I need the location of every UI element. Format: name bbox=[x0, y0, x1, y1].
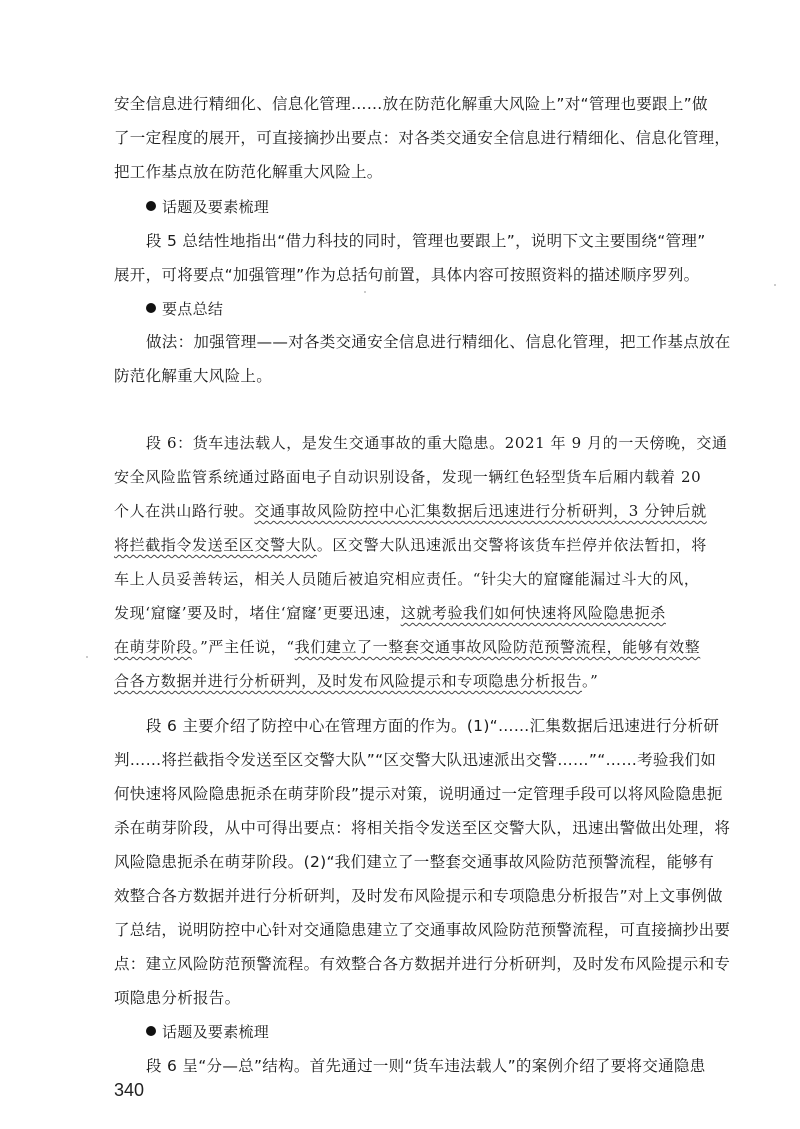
paragraph-line: 把工作基点放在防范化解重大风险上。 bbox=[114, 163, 383, 181]
source-line: 段 6：货车违法载人，是发生交通事故的重大隐患。2021 年 9 月的一天傍晚，交通 bbox=[146, 434, 728, 452]
paragraph-line: 判……将拦截指令发送至区交警大队”“区交警大队迅速派出交警……”“……考验我们如 bbox=[114, 751, 717, 769]
heading-text: 要点总结 bbox=[162, 300, 224, 318]
source-line bbox=[114, 500, 714, 522]
source-text: 个人在洪山路行驶。 bbox=[114, 502, 255, 520]
underlined-text: 交通事故风险防控中心汇集数据后迅速进行分析研判，3 分钟后就 bbox=[254, 502, 707, 520]
heading-text: 话题及要素梳理 bbox=[162, 1023, 270, 1041]
scan-speck bbox=[86, 656, 88, 658]
source-line bbox=[114, 534, 714, 556]
paragraph-line: 段 6 呈“分—总”结构。首先通过一则“货车违法载人”的案例介绍了要将交通隐患 bbox=[146, 1057, 706, 1075]
paragraph-line: 杀在萌芽阶段，从中可得出要点：将相关指令发送至区交警大队，迅速出警做出处理，将 bbox=[114, 819, 731, 837]
section-heading bbox=[146, 1021, 746, 1043]
paragraph-line: 风险隐患扼杀在萌芽阶段。(2)“我们建立了一整套交通事故风险防范预警流程，能够有 bbox=[114, 853, 714, 871]
paragraph-line: 了一定程度的展开，可直接摘抄出要点：对各类交通安全信息进行精细化、信息化管理， bbox=[114, 129, 731, 147]
paragraph-line: 段 5 总结性地指出“借力科技的同时，管理也要跟上”，说明下文主要围绕“管理” bbox=[146, 232, 706, 250]
paragraph-line: 做法：加强管理——对各类交通安全信息进行精细化、信息化管理，把工作基点放在 bbox=[146, 333, 731, 351]
section-heading bbox=[146, 196, 746, 218]
source-line: 安全风险监管系统通过路面电子自动识别设备，发现一辆红色轻型货车后厢内载着 20 bbox=[114, 468, 702, 486]
scan-speck bbox=[364, 291, 366, 293]
paragraph-line: 安全信息进行精细化、信息化管理……放在防范化解重大风险上”对“管理也要跟上”做 bbox=[114, 95, 708, 113]
paragraph-line: 项隐患分析报告。 bbox=[114, 989, 241, 1007]
paragraph-line: 段 6 主要介绍了防控中心在管理方面的作为。(1)“……汇集数据后迅速进行分析研 bbox=[146, 717, 720, 735]
source-line bbox=[114, 602, 714, 624]
paragraph-line: 点：建立风险防范预警流程。有效整合各方数据并进行分析研判，及时发布风险提示和专 bbox=[114, 955, 731, 973]
paragraph-line: 何快速将风险隐患扼杀在萌芽阶段”提示对策，说明通过一定管理手段可以将风险隐患扼 bbox=[114, 785, 723, 803]
bullet-icon bbox=[146, 201, 156, 211]
underlined-text: 在萌芽阶段 bbox=[114, 638, 193, 656]
paragraph-line: 效整合各方数据并进行分析研判，及时发布风险提示和专项隐患分析报告”对上文事例做 bbox=[114, 887, 723, 905]
page-number: 340 bbox=[114, 1080, 145, 1100]
underlined-text: 这就考验我们如何快速将风险隐患扼杀 bbox=[400, 604, 666, 622]
paragraph-line: 防范化解重大风险上。 bbox=[114, 367, 273, 385]
source-text: 发现‘窟窿’要及时，堵住‘窟窿’更要迅速， bbox=[114, 604, 401, 622]
bullet-icon bbox=[146, 303, 156, 313]
underlined-text: 将拦截指令发送至区交警大队 bbox=[114, 536, 317, 554]
underlined-text: 我们建立了一整套交通事故风险防范预警流程，能够有效整 bbox=[294, 638, 701, 656]
source-text: 。” bbox=[582, 672, 599, 690]
source-line: 车上人员妥善转运，相关人员随后被追究相应责任。“针尖大的窟窿能漏过斗大的风， bbox=[114, 570, 700, 588]
source-line bbox=[114, 636, 714, 658]
paragraph-line: 展开，可将要点“加强管理”作为总括句前置，具体内容可按照资料的描述顺序罗列。 bbox=[114, 266, 700, 284]
source-line bbox=[114, 670, 714, 692]
source-text: 。”严主任说，“ bbox=[192, 638, 295, 656]
section-heading bbox=[146, 298, 746, 320]
paragraph-line: 了总结，说明防控中心针对交通隐患建立了交通事故风险防范预警流程，可直接摘抄出要 bbox=[114, 921, 731, 939]
bullet-icon bbox=[146, 1026, 156, 1036]
underlined-text: 合各方数据并进行分析研判，及时发布风险提示和专项隐患分析报告 bbox=[114, 672, 583, 690]
heading-text: 话题及要素梳理 bbox=[162, 198, 270, 216]
scan-speck bbox=[774, 284, 776, 286]
source-text: 。区交警大队迅速派出交警将该货车拦停并依法暂扣，将 bbox=[316, 536, 707, 554]
